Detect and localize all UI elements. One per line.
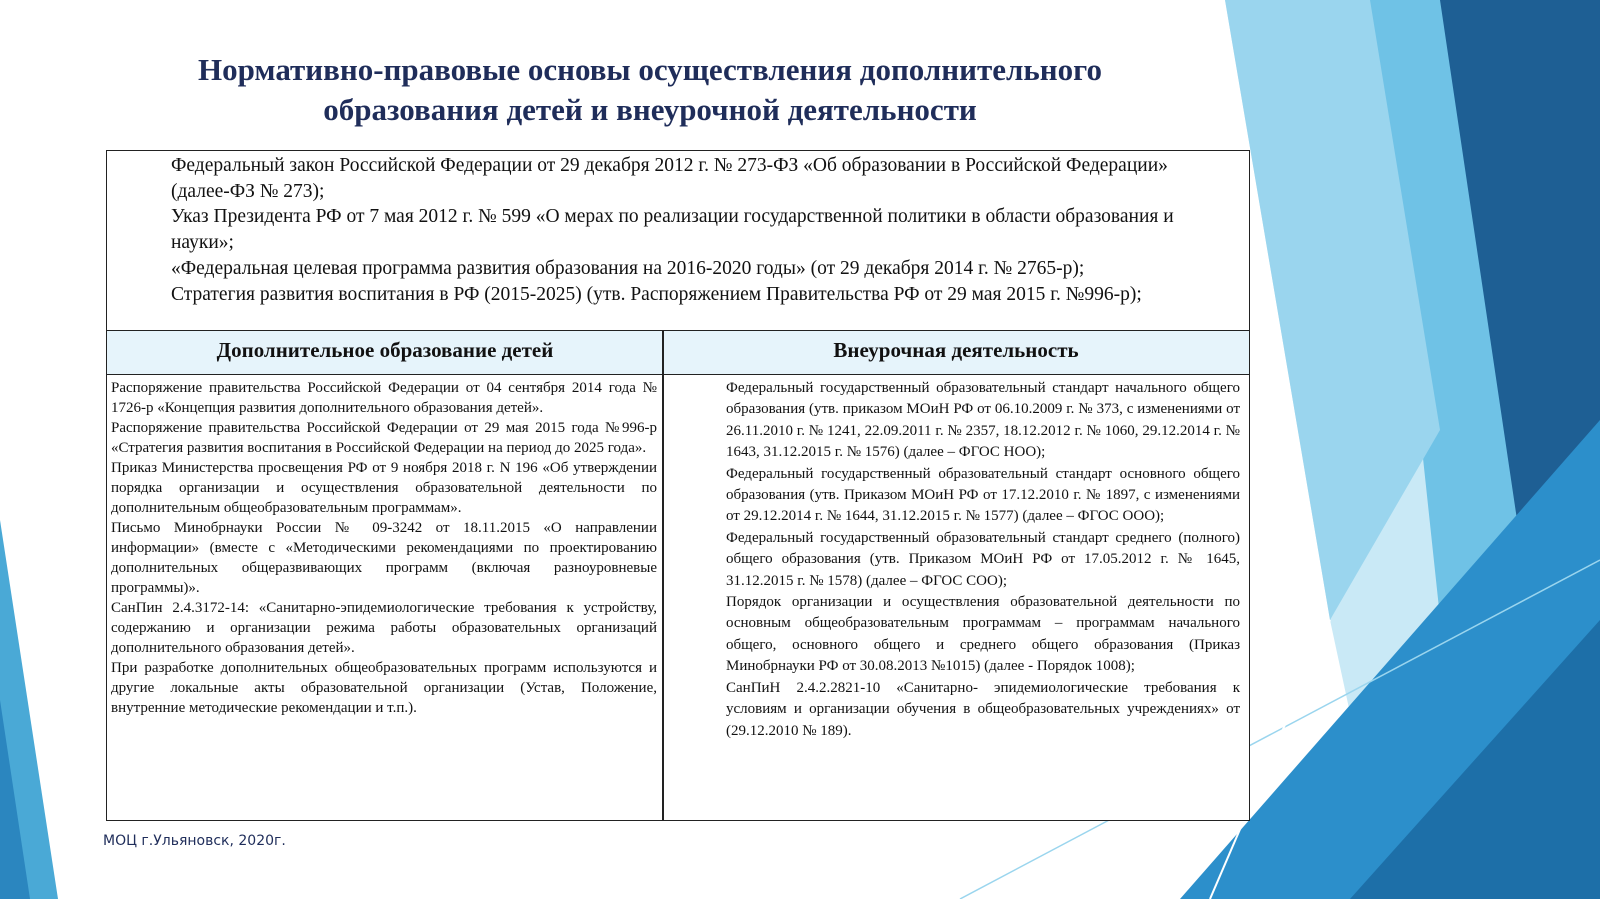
legal-framework-table [106,150,1250,821]
list-item: Порядок организации и осуществления образовательной деятельности по основным общеобразовательным программам – программам начального общего, основного общего и среднего общего образования (Приказ Минобрнауки РФ от 30.08.2013 №1015) (далее - Порядок 1008); [726,594,1240,675]
list-item: СанПиН 2.4.2.2821-10 «Санитарно- эпидемиологические требования к условиям и организации обучения в общеобразовательных учреждениях» от (29.12.2010 № 189). [726,679,1240,739]
slide-footer: МОЦ г.Ульяновск, 2020г. [103,833,286,849]
list-item: Федеральный государственный образовательный стандарт среднего (полного) общего образования (утв. Приказом МОиН РФ от 17.05.2012 г. № 1645, 31.12.2015 г. № 1578) (далее – ФГОС СОО); [726,529,1240,589]
column-divider [662,331,664,820]
list-item: Федеральный государственный образовательный стандарт начального общего образования (утв. приказом МОиН РФ от 06.10.2009 г. № 373, с изменениями от 26.11.2010 г. № 1241, 22.09.2011 г. № 2357, 18.12.2012 г. № 1060, 29.12.2014 г. № 1643, 31.12.2015 г. № 1576) (далее – ФГОС НОО); [726,380,1240,461]
general-laws-box [107,151,1249,331]
list-item: Распоряжение правительства Российской Федерации от 29 мая 2015 года №996-р «Стратегия развития воспитания в Российской Федерации на период до 2025 года». [111,420,657,456]
list-item: Письмо Минобрнауки России № 09-3242 от 18.11.2015 «О направлении информации» (вместе с «Методическими рекомендациями по проектированию дополнительных общеразвивающих программ (включая разноуровневые программы)». [111,520,657,596]
list-item: Распоряжение правительства Российской Федерации от 04 сентября 2014 года № 1726-р «Концепция развития дополнительного образования детей». [111,380,657,416]
law-item: Федеральный закон Российской Федерации от 29 декабря 2012 г. № 273-ФЗ «Об образовании в Российской Федерации» (далее-ФЗ № 273); [171,155,1168,202]
law-item: Указ Президента РФ от 7 мая 2012 г. № 599 «О мерах по реализации государственной политики в области образования и науки»; [171,206,1174,254]
extracurricular-column [726,378,1240,742]
header-extracurricular: Внеурочная деятельность [833,338,1079,362]
list-item: Приказ Министерства просвещения РФ от 9 ноября 2018 г. N 196 «Об утверждении порядка организации и осуществления образовательной деятельности по дополнительным общеобразовательным программам». [111,460,657,516]
list-item: Федеральный государственный образовательный стандарт основного общего образования (утв. Приказом МОиН РФ от 17.12.2010 г. № 1897, с изменениями от 29.12.2014 г. № 1644, 31.12.2015 г. № 1577) (далее – ФГОС ООО); [726,465,1240,525]
additional-education-column [111,378,657,718]
list-item: СанПин 2.4.3172-14: «Санитарно-эпидемиологические требования к устройству, содержанию и организации режима работы образовательных организаций дополнительного образования детей». [111,600,657,656]
slide-title-line-1: Нормативно-правовые основы осуществления дополнительного [198,52,1102,87]
slide-title-line-2: образования детей и внеурочной деятельности [323,92,977,127]
list-item: При разработке дополнительных общеобразовательных программ используются и другие локальные акты образовательной организации (Устав, Положение, внутренние методические рекомендации и т.п.). [111,660,657,716]
header-additional-education: Дополнительное образование детей [216,338,554,362]
law-item: Стратегия развития воспитания в РФ (2015-2025) (утв. Распоряжением Правительства РФ от 29 мая 2015 г. №996-р); [171,283,1142,305]
law-item: «Федеральная целевая программа развития образования на 2016-2020 годы» (от 29 декабря 2014 г. № 2765-р); [171,257,1085,279]
slide-title [150,50,1150,130]
table-header-row [107,331,1249,375]
